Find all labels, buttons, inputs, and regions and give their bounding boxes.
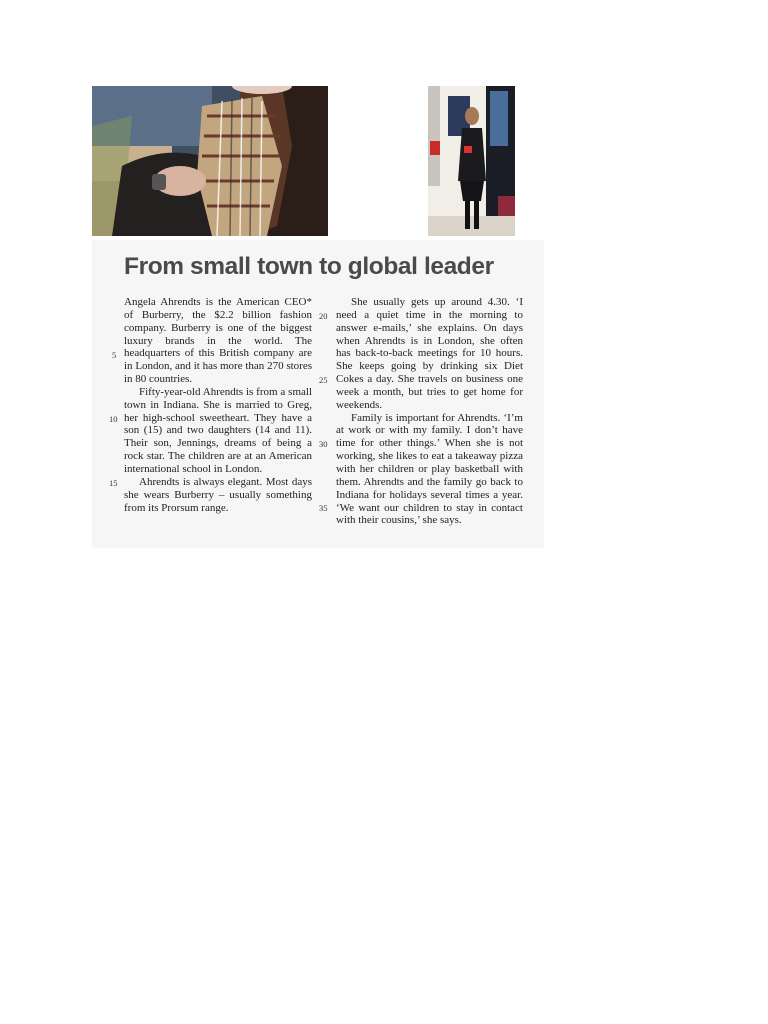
paragraph: Angela Ahrendts is the American CEO* of Burberry, the $2.2 billion fashion company. Burberry is one of the biggest luxury brands in the world. The headquarters of this British company are in London, and it has more than 270 stores in 80 countries.	[124, 296, 312, 386]
article-headline: From small town to global leader	[124, 253, 494, 280]
line-number: 10	[109, 414, 118, 424]
paragraph: Family is important for Ahrendts. ‘I’m at work or with my family. I don’t have time for other things.’ When she is not working, she likes to eat a takeaway pizza with her children or play basketball with them. Ahrendts and the family go back to Indiana for holidays several times a year. ‘We want our children to stay in contact with their cousins,’ she says.	[336, 411, 523, 527]
line-number: 30	[319, 439, 328, 449]
line-number: 5	[112, 350, 117, 360]
standing-photo	[428, 86, 515, 236]
paragraph: She usually gets up around 4.30. ‘I need a quiet time in the morning to answer e-mails,’ she explains. On days when Ahrendts is in London, she often has back-to-back meetings for 10 hours. She keeps going by drinking six Diet Cokes a day. She travels on business one week a month, but tries to get home for weekends.	[336, 296, 523, 411]
article-left-column	[124, 296, 312, 514]
paragraph: Fifty-year-old Ahrendts is from a small town in Indiana. She is married to Greg, her high-school sweetheart. They have a son (15) and two daughters (14 and 11). Their son, Jennings, dreams of being a rock star. The children are at an American international school in London.	[124, 385, 312, 475]
line-number: 15	[109, 478, 118, 488]
line-number: 35	[319, 503, 328, 513]
paragraph: Ahrendts is always elegant. Most days she wears Burberry – usually something from its Prorsum range.	[124, 475, 312, 514]
article-right-column	[336, 296, 523, 527]
line-number: 20	[319, 311, 328, 321]
line-number: 25	[319, 375, 328, 385]
scarf-photo	[92, 86, 328, 236]
